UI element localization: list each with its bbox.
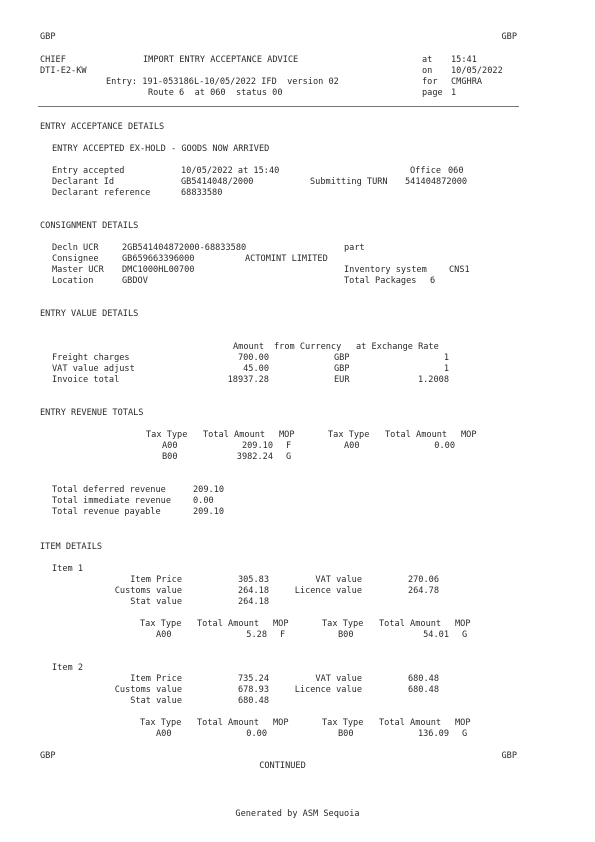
packages-label: Total Packages (344, 276, 417, 286)
location-value: GBDOV (122, 276, 148, 286)
top-right-currency: GBP (501, 32, 517, 42)
licence-value-label: Licence value (294, 586, 362, 596)
customs-value-label: Customs value (114, 586, 182, 596)
inventory-label: Inventory system (344, 265, 427, 275)
mop-column-header: MOP (455, 619, 471, 629)
declarant-label: Declarant Id (52, 177, 115, 187)
revenue-tax-type: A00 (162, 441, 178, 451)
item-tax-type: B00 (338, 630, 354, 640)
customs-value-value: 678.93 (237, 685, 269, 695)
payable-revenue-value: 209.10 (193, 507, 225, 517)
tax-type-column-header: Tax Type (140, 619, 182, 629)
on-label: on (422, 66, 433, 76)
at-time: 15:41 (451, 55, 477, 65)
accepted-label: Entry accepted (52, 166, 125, 176)
consignee-label: Consignee (52, 254, 99, 264)
vat-value-label: VAT value (315, 575, 362, 585)
item-price-label: Item Price (130, 674, 182, 684)
value-row-rate: 1 (443, 353, 449, 363)
declarant-value: GB5414048/2000 (181, 177, 254, 187)
decln-ucr-label: Decln UCR (52, 243, 99, 253)
tax-type-column-header: Tax Type (328, 430, 370, 440)
system-code: CHIEF (40, 55, 66, 65)
item-price-value: 305.83 (237, 575, 269, 585)
revenue-mop: G (286, 452, 292, 462)
item-label: Item 1 (52, 564, 84, 574)
value-row-label: Freight charges (52, 353, 130, 363)
value-row-currency: GBP (334, 364, 350, 374)
at-label: at (422, 55, 433, 65)
item-tax-mop: G (462, 729, 468, 739)
consignee-value: GB659663396000 (122, 254, 195, 264)
mop-column-header: MOP (273, 718, 289, 728)
vat-value-value: 270.06 (407, 575, 439, 585)
office-value: 060 (448, 166, 464, 176)
total-amount-column-header: Total Amount (385, 430, 448, 440)
value-row-amount: 18937.28 (227, 375, 269, 385)
header-divider (38, 106, 519, 107)
total-amount-column-header: Total Amount (197, 718, 260, 728)
revenue-amount: 3982.24 (236, 452, 273, 462)
for-label: for (422, 77, 438, 87)
generated-by-footer: Generated by ASM Sequoia (235, 809, 360, 819)
value-row-label: VAT value adjust (52, 364, 135, 374)
mop-column-header: MOP (279, 430, 295, 440)
licence-value-value: 680.48 (407, 685, 439, 695)
mop-column-header: MOP (455, 718, 471, 728)
submitting-value: 541404872000 (405, 177, 468, 187)
on-date: 10/05/2022 (451, 66, 503, 76)
value-row-currency: EUR (334, 375, 350, 385)
master-ucr-label: Master UCR (52, 265, 104, 275)
item-tax-amount: 0.00 (246, 729, 267, 739)
from-currency-column-header: from Currency (274, 342, 342, 352)
deferred-revenue-label: Total deferred revenue (52, 485, 166, 495)
page-label: page (422, 88, 443, 98)
value-row-currency: GBP (334, 353, 350, 363)
revenue-amount: 209.10 (241, 441, 273, 451)
reference-value: 68833580 (181, 188, 223, 198)
tax-type-column-header: Tax Type (322, 619, 364, 629)
total-amount-column-header: Total Amount (197, 619, 260, 629)
item-tax-type: A00 (156, 630, 172, 640)
value-row-label: Invoice total (52, 375, 120, 385)
value-row-rate: 1 (443, 364, 449, 374)
part-label: part (344, 243, 365, 253)
top-left-currency: GBP (40, 32, 56, 42)
value-row-amount: 45.00 (243, 364, 269, 374)
consignee-name: ACTOMINT LIMITED (245, 254, 328, 264)
total-amount-column-header: Total Amount (203, 430, 266, 440)
stat-value-value: 264.18 (237, 597, 269, 607)
consignment-heading: CONSIGNMENT DETAILS (40, 221, 139, 231)
exchange-rate-column-header: at Exchange Rate (356, 342, 439, 352)
page-number: 1 (451, 88, 457, 98)
licence-value-value: 264.78 (407, 586, 439, 596)
tax-type-column-header: Tax Type (140, 718, 182, 728)
entry-acceptance-heading: ENTRY ACCEPTANCE DETAILS (40, 122, 165, 132)
vat-value-value: 680.48 (407, 674, 439, 684)
immediate-revenue-value: 0.00 (193, 496, 214, 506)
revenue-mop: F (286, 441, 292, 451)
stat-value-value: 680.48 (237, 696, 269, 706)
revenue-tax-type: B00 (162, 452, 178, 462)
route-status: Route 6 at 060 status 00 (148, 88, 283, 98)
stat-value-label: Stat value (130, 597, 182, 607)
item-label: Item 2 (52, 663, 84, 673)
immediate-revenue-label: Total immediate revenue (52, 496, 171, 506)
item-tax-amount: 5.28 (246, 630, 267, 640)
entry-value-heading: ENTRY VALUE DETAILS (40, 309, 139, 319)
for-user: CMGHRA (451, 77, 483, 87)
item-price-label: Item Price (130, 575, 182, 585)
office-label: Office (410, 166, 442, 176)
accepted-value: 10/05/2022 at 15:40 (181, 166, 280, 176)
vat-value-label: VAT value (315, 674, 362, 684)
stat-value-label: Stat value (130, 696, 182, 706)
tax-type-column-header: Tax Type (146, 430, 188, 440)
total-amount-column-header: Total Amount (379, 619, 442, 629)
location-label: Location (52, 276, 94, 286)
licence-value-label: Licence value (294, 685, 362, 695)
item-tax-mop: F (280, 630, 286, 640)
continued-marker: CONTINUED (259, 761, 306, 771)
item-tax-type: B00 (338, 729, 354, 739)
deferred-revenue-value: 209.10 (193, 485, 225, 495)
item-tax-amount: 136.09 (417, 729, 449, 739)
inventory-value: CNS1 (449, 265, 470, 275)
decln-ucr-value: 2GB541404872000-68833580 (122, 243, 247, 253)
mop-column-header: MOP (273, 619, 289, 629)
customs-value-value: 264.18 (237, 586, 269, 596)
bottom-right-currency: GBP (501, 751, 517, 761)
revenue-amount: 0.00 (434, 441, 455, 451)
submitting-label: Submitting TURN (310, 177, 388, 187)
total-amount-column-header: Total Amount (379, 718, 442, 728)
entry-reference: Entry: 191-053186L-10/05/2022 IFD version 02 (106, 77, 339, 87)
customs-value-label: Customs value (114, 685, 182, 695)
reference-label: Declarant reference (52, 188, 151, 198)
item-tax-type: A00 (156, 729, 172, 739)
terminal-code: DTI-E2-KW (40, 66, 87, 76)
item-details-heading: ITEM DETAILS (40, 542, 103, 552)
item-price-value: 735.24 (237, 674, 269, 684)
amount-column-header: Amount (233, 342, 265, 352)
payable-revenue-label: Total revenue payable (52, 507, 161, 517)
bottom-left-currency: GBP (40, 751, 56, 761)
value-row-rate: 1.2008 (417, 375, 449, 385)
document-title: IMPORT ENTRY ACCEPTANCE ADVICE (143, 55, 299, 65)
entry-status: ENTRY ACCEPTED EX-HOLD - GOODS NOW ARRIVED (52, 144, 270, 154)
mop-column-header: MOP (461, 430, 477, 440)
item-tax-mop: G (462, 630, 468, 640)
tax-type-column-header: Tax Type (322, 718, 364, 728)
value-row-amount: 700.00 (237, 353, 269, 363)
master-ucr-value: DMC1000HL00700 (122, 265, 195, 275)
item-tax-amount: 54.01 (423, 630, 449, 640)
packages-value: 6 (430, 276, 436, 286)
revenue-tax-type: A00 (344, 441, 360, 451)
entry-revenue-heading: ENTRY REVENUE TOTALS (40, 408, 144, 418)
